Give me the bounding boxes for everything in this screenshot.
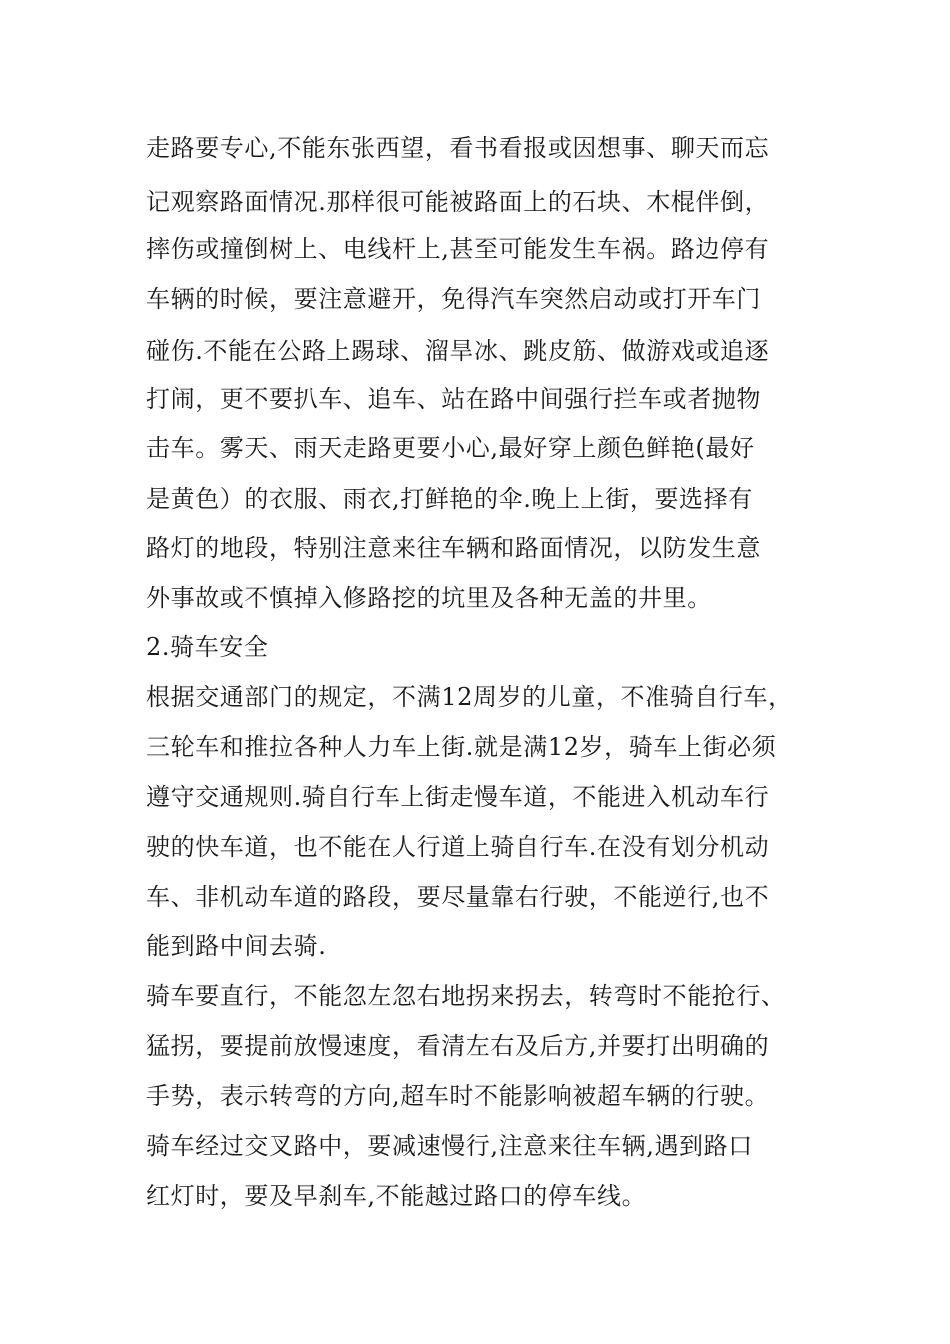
- paragraph-line: 车、非机动车道的路段，要尽量靠右行驶，不能逆行,也不: [146, 883, 770, 911]
- paragraph-line: 是黄色）的衣服、雨衣,打鲜艳的伞.晚上上街，要选择有: [146, 485, 753, 513]
- paragraph-line: 碰伤.不能在公路上踢球、溜旱冰、跳皮筋、做游戏或追逐: [146, 337, 770, 365]
- paragraph-line: 遵守交通规则.骑自行车上街走慢车道，不能进入机动车行: [146, 783, 770, 811]
- paragraph-line: 路灯的地段，特别注意来往车辆和路面情况，以防发生意: [146, 534, 761, 562]
- paragraph-line: 手势，表示转弯的方向,超车时不能影响被超车辆的行驶。: [146, 1082, 770, 1110]
- paragraph-line: 骑车经过交叉路中，要减速慢行,注意来往车辆,遇到路口: [146, 1132, 753, 1160]
- section-heading: 2.骑车安全: [146, 633, 269, 661]
- paragraph-line: 车辆的时候，要注意避开，免得汽车突然启动或打开车门: [146, 285, 761, 313]
- paragraph-line: 外事故或不慎掉入修路挖的坑里及各种无盖的井里。: [146, 584, 712, 612]
- paragraph-line: 驶的快车道，也不能在人行道上骑自行车.在没有划分机动: [146, 833, 770, 861]
- paragraph-line: 击车。雾天、雨天走路更要小心,最好穿上颜色鲜艳(最好: [146, 434, 755, 462]
- paragraph-line: 记观察路面情况.那样很可能被路面上的石块、木棍伴倒，: [146, 188, 770, 216]
- paragraph-line: 根据交通部门的规定，不满12周岁的儿童，不准骑自行车，: [146, 683, 793, 711]
- paragraph-line: 摔伤或撞倒树上、电线杆上,甚至可能发生车祸。路边停有: [146, 235, 770, 263]
- paragraph-line: 猛拐，要提前放慢速度，看清左右及后方,并要打出明确的: [146, 1032, 770, 1060]
- paragraph-line: 打闹，更不要扒车、追车、站在路中间强行拦车或者抛物: [146, 385, 761, 413]
- paragraph-line: 走路要专心,不能东张西望，看书看报或因想事、聊天而忘: [146, 134, 770, 162]
- paragraph-line: 三轮车和推拉各种人力车上街.就是满12岁，骑车上街必须: [146, 733, 777, 761]
- paragraph-line: 能到路中间去骑.: [146, 932, 327, 960]
- paragraph-line: 红灯时，要及早刹车,不能越过路口的停车线。: [146, 1182, 647, 1210]
- paragraph-line: 骑车要直行，不能忽左忽右地拐来拐去，转弯时不能抢行、: [146, 982, 786, 1010]
